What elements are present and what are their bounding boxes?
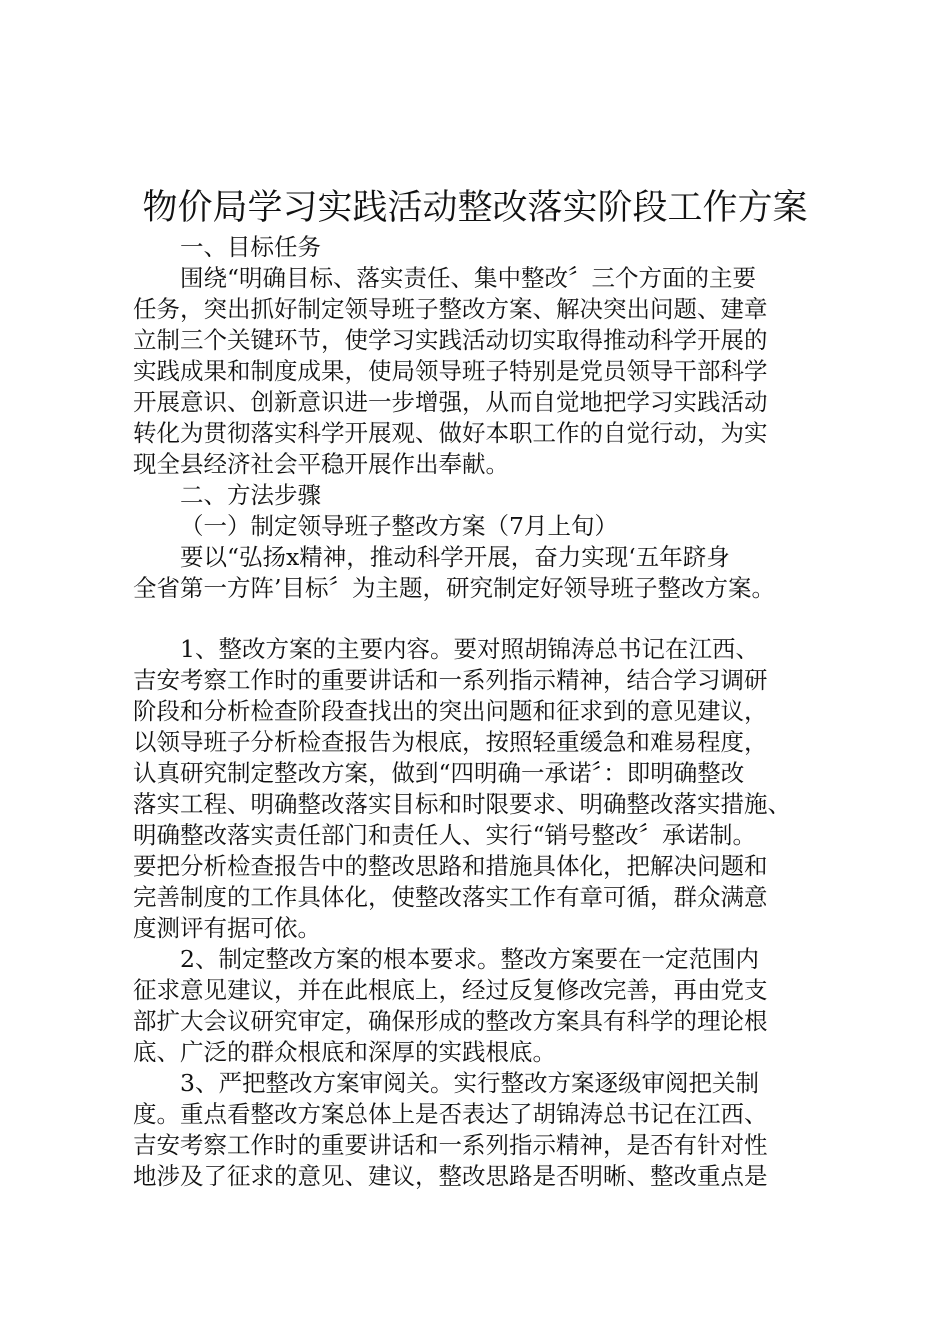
paragraph-line: 现全县经济社会平稳开展作出奉献。 bbox=[133, 450, 509, 478]
paragraph-line: 认真研究制定整改方案，做到“四明确一承诺〞：即明确整改 bbox=[133, 759, 745, 787]
paragraph-line: 立制三个关键环节，使学习实践活动切实取得推动科学开展的 bbox=[133, 326, 768, 354]
paragraph-line: 3、严把整改方案审阅关。实行整改方案逐级审阅把关制 bbox=[180, 1069, 759, 1097]
paragraph-line: 2、制定整改方案的根本要求。整改方案要在一定范围内 bbox=[180, 945, 759, 973]
paragraph-gap bbox=[133, 604, 833, 634]
paragraph-line: 落实工程、明确整改落实目标和时限要求、明确整改落实措施、 bbox=[133, 790, 791, 818]
paragraph-line: 底、广泛的群众根底和深厚的实践根底。 bbox=[133, 1038, 556, 1066]
paragraph-line: 吉安考察工作时的重要讲话和一系列指示精神，是否有针对性 bbox=[133, 1131, 768, 1159]
paragraph-line: 实践成果和制度成果，使局领导班子特别是党员领导干部科学 bbox=[133, 357, 768, 385]
document-title: 物价局学习实践活动整改落实阶段工作方案 bbox=[142, 188, 808, 228]
paragraph-line: 以领导班子分析检查报告为根底，按照轻重缓急和难易程度， bbox=[133, 728, 768, 756]
paragraph-line: 围绕“明确目标、落实责任、集中整改〞三个方面的主要 bbox=[180, 264, 757, 292]
paragraph-line: 任务，突出抓好制定领导班子整改方案、解决突出问题、建章 bbox=[133, 295, 768, 323]
section-heading: 一、目标任务 bbox=[180, 233, 321, 261]
subsection-heading: （一）制定领导班子整改方案（7月上旬） bbox=[180, 512, 618, 540]
paragraph-line: 部扩大会议研究审定，确保形成的整改方案具有科学的理论根 bbox=[133, 1007, 768, 1035]
paragraph-line: 地涉及了征求的意见、建议，整改思路是否明晰、整改重点是 bbox=[133, 1162, 768, 1190]
paragraph-line: 度测评有据可依。 bbox=[133, 914, 321, 942]
paragraph-line: 1、整改方案的主要内容。要对照胡锦涛总书记在江西、 bbox=[180, 635, 759, 663]
paragraph-line: 完善制度的工作具体化，使整改落实工作有章可循，群众满意 bbox=[133, 883, 768, 911]
paragraph-line: 全省第一方阵’目标〞为主题，研究制定好领导班子整改方案。 bbox=[133, 574, 775, 602]
paragraph-line: 度。重点看整改方案总体上是否表达了胡锦涛总书记在江西、 bbox=[133, 1100, 768, 1128]
document-body bbox=[133, 232, 833, 1192]
paragraph-line: 要把分析检查报告中的整改思路和措施具体化，把解决问题和 bbox=[133, 852, 768, 880]
section-heading: 二、方法步骤 bbox=[180, 481, 321, 509]
paragraph-line: 要以“弘扬x精神，推动科学开展，奋力实现‘五年跻身 bbox=[180, 543, 730, 571]
paragraph-line: 转化为贯彻落实科学开展观、做好本职工作的自觉行动，为实 bbox=[133, 419, 768, 447]
paragraph-line: 征求意见建议，并在此根底上，经过反复修改完善，再由党支 bbox=[133, 976, 768, 1004]
paragraph-line: 吉安考察工作时的重要讲话和一系列指示精神，结合学习调研 bbox=[133, 666, 768, 694]
paragraph-line: 开展意识、创新意识进一步增强，从而自觉地把学习实践活动 bbox=[133, 388, 768, 416]
paragraph-line: 明确整改落实责任部门和责任人、实行“销号整改〞承诺制。 bbox=[133, 821, 757, 849]
paragraph-line: 阶段和分析检查阶段查找出的突出问题和征求到的意见建议， bbox=[133, 697, 768, 725]
